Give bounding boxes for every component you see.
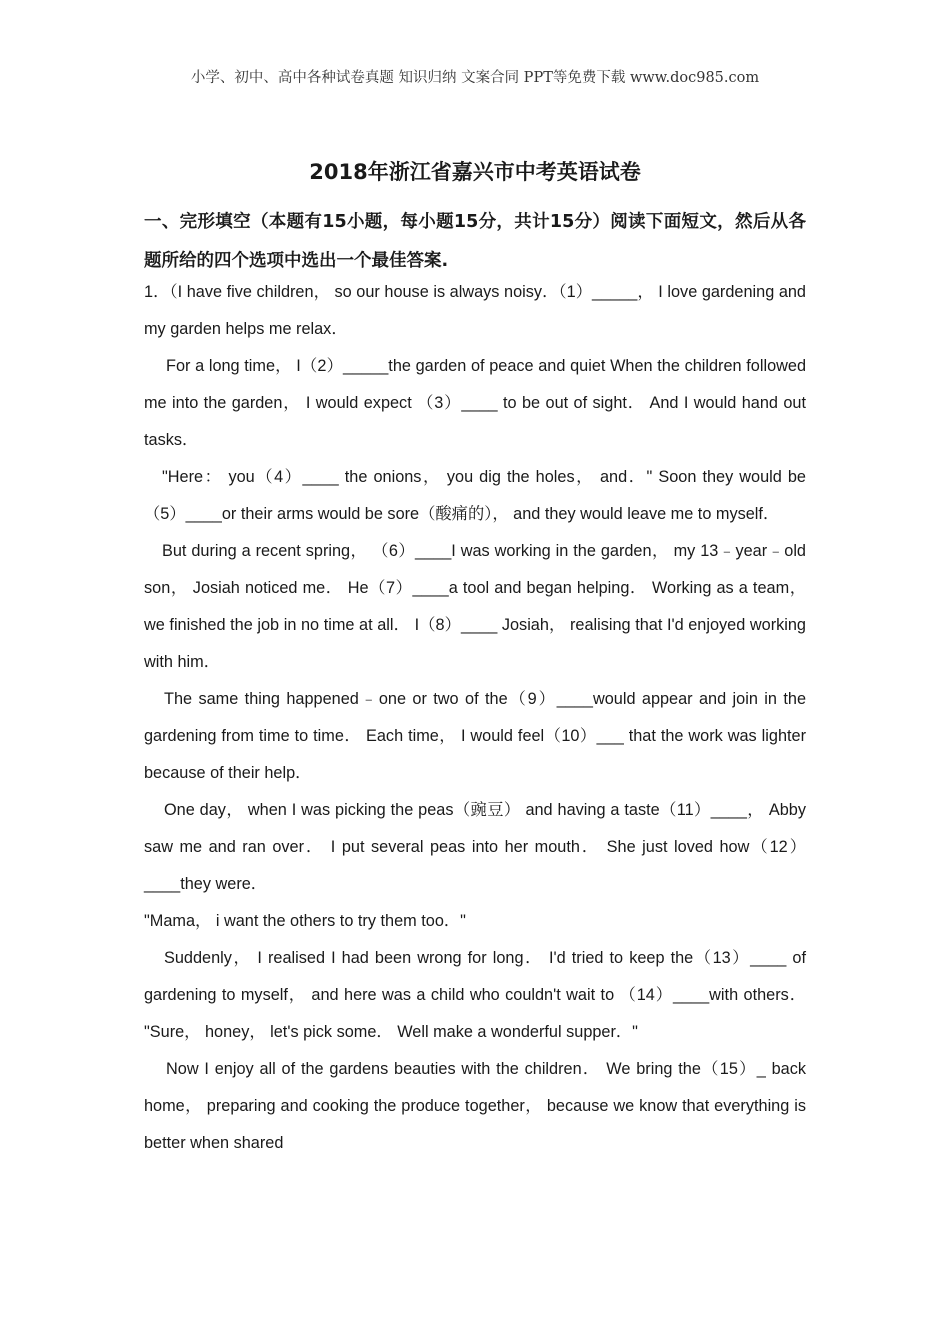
passage-paragraph: But during a recent spring， （6）____I was working in the garden， my 13﹣year﹣old son， Josiah noticed me． He（7）____a tool and began helping． Working as a team， we finished the job in no time at all． I（8）____ Josiah， realising that I'd enjoyed working with him． bbox=[144, 542, 806, 671]
section-heading: 一、完形填空（本题有15小题，每小题15分，共计15分）阅读下面短文，然后从各题所给的四个选项中选出一个最佳答案. bbox=[144, 212, 806, 271]
passage-paragraph: For a long time， I（2）_____the garden of peace and quiet When the children followed me into the garden， I would expect （3）____ to be out of sight． And I would hand out tasks． bbox=[144, 357, 806, 449]
cloze-passage bbox=[144, 274, 806, 1162]
site-banner: 小学、初中、高中各种试卷真题 知识归纳 文案合同 PPT等免费下载 www.doc985.com bbox=[190, 70, 760, 86]
passage-paragraph: "Mama， i want the others to try them too．" bbox=[144, 912, 466, 930]
passage-paragraph: Now I enjoy all of the gardens beauties with the children． We bring the（15）_ back home， preparing and cooking the produce together， because we know that everything is better when shared bbox=[144, 1060, 806, 1152]
passage-paragraph: 1．（I have five children， so our house is always noisy．（1）_____， I love gardening and my garden helps me relax． bbox=[144, 283, 806, 338]
passage-paragraph: "Here： you（4）____ the onions， you dig the holes， and．" Soon they would be （5）____or their arms would be sore（酸痛的）， and they would leave me to myself． bbox=[144, 468, 806, 523]
exam-title: 2018年浙江省嘉兴市中考英语试卷 bbox=[309, 160, 641, 184]
passage-paragraph: The same thing happened﹣one or two of the（9）____would appear and join in the gardening from time to time． Each time， I would feel（10）___ that the work was lighter because of their help． bbox=[144, 690, 806, 782]
passage-paragraph: One day， when I was picking the peas（豌豆） and having a taste（11）____， Abby saw me and ran over． I put several peas into her mouth． She just loved how（12）____they were． bbox=[144, 801, 806, 893]
passage-paragraph: Suddenly， I realised I had been wrong for long． I'd tried to keep the（13）____ of gardening to myself， and here was a child who couldn't wait to （14）____with others． "Sure， honey， let's pick some． Well make a wonderful supper．" bbox=[144, 949, 806, 1041]
